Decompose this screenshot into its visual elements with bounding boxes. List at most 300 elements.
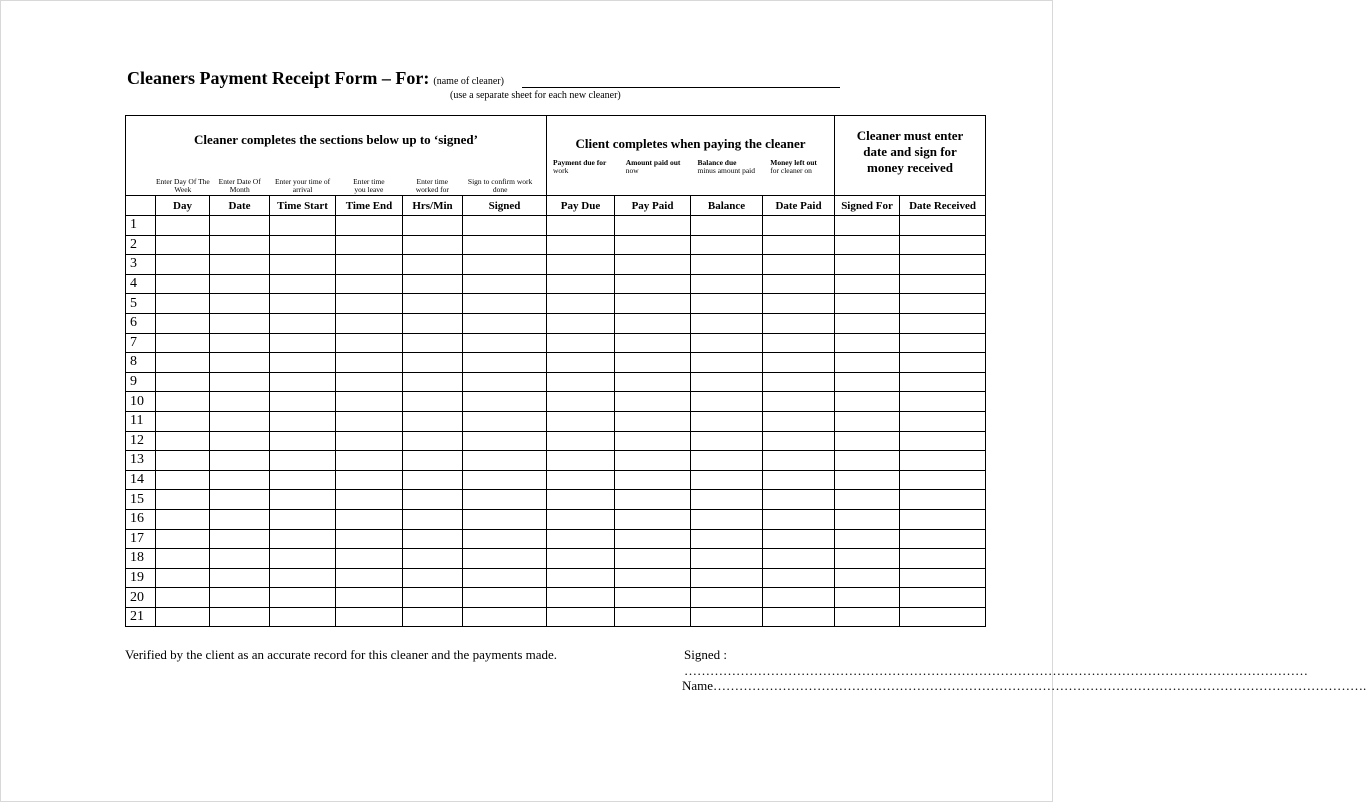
pay-paid-cell[interactable] [615,255,691,275]
date-paid-cell[interactable] [763,235,835,255]
date-cell[interactable] [210,529,270,549]
time-end-cell[interactable] [336,451,403,471]
day-cell[interactable] [156,255,210,275]
table-row [126,490,986,510]
row-number: 10 [126,392,156,412]
time-start-cell[interactable] [270,216,336,236]
pay-due-cell[interactable] [547,529,615,549]
signed-cell[interactable] [463,529,547,549]
balance-cell[interactable] [691,588,763,608]
day-cell[interactable] [156,470,210,490]
date-cell[interactable] [210,607,270,627]
col-date-received: Date Received [900,196,986,216]
time-start-cell[interactable] [270,509,336,529]
cleaner-hints [126,178,546,194]
hrs-min-cell[interactable] [403,313,463,333]
row-number: 17 [126,529,156,549]
date-paid-cell[interactable] [763,294,835,314]
day-cell[interactable] [156,509,210,529]
time-start-cell[interactable] [270,392,336,412]
date-paid-cell[interactable] [763,353,835,373]
hrs-min-cell[interactable] [403,451,463,471]
day-cell[interactable] [156,216,210,236]
row-number: 6 [126,313,156,333]
signed-for-cell[interactable] [835,451,900,471]
date-received-cell[interactable] [900,529,986,549]
signed-for-cell[interactable] [835,568,900,588]
date-cell[interactable] [210,431,270,451]
date-received-cell[interactable] [900,372,986,392]
date-paid-cell[interactable] [763,411,835,431]
time-end-hint: Enter time you leave [353,177,385,194]
day-cell[interactable] [156,568,210,588]
date-paid-cell[interactable] [763,529,835,549]
signed-for-cell[interactable] [835,216,900,236]
signed-for-cell[interactable] [835,529,900,549]
day-cell[interactable] [156,588,210,608]
signed-cell[interactable] [463,353,547,373]
signed-for-cell[interactable] [835,490,900,510]
hrs-min-cell[interactable] [403,431,463,451]
date-received-cell[interactable] [900,235,986,255]
pay-due-cell[interactable] [547,372,615,392]
signed-cell[interactable] [463,372,547,392]
signed-for-cell[interactable] [835,274,900,294]
table-row [126,568,986,588]
balance-cell[interactable] [691,607,763,627]
signed-for-cell[interactable] [835,411,900,431]
balance-cell[interactable] [691,431,763,451]
time-start-hint: Enter your time of arrival [274,177,331,194]
signed-cell[interactable] [463,274,547,294]
pay-due-cell[interactable] [547,451,615,471]
balance-cell[interactable] [691,313,763,333]
time-end-cell[interactable] [336,607,403,627]
hrs-min-cell[interactable] [403,372,463,392]
pay-paid-cell[interactable] [615,216,691,236]
date-received-cell[interactable] [900,333,986,353]
date-received-cell[interactable] [900,509,986,529]
client-section-title: Client completes when paying the cleaner [575,136,806,151]
day-cell[interactable] [156,333,210,353]
time-start-cell[interactable] [270,294,336,314]
signed-cell[interactable] [463,509,547,529]
date-paid-cell[interactable] [763,607,835,627]
date-received-cell[interactable] [900,392,986,412]
signed-cell[interactable] [463,588,547,608]
pay-due-cell[interactable] [547,490,615,510]
hrs-min-cell[interactable] [403,568,463,588]
time-end-cell[interactable] [336,490,403,510]
pay-paid-cell[interactable] [615,490,691,510]
table-row [126,470,986,490]
hrs-min-cell[interactable] [403,588,463,608]
pay-due-cell[interactable] [547,549,615,569]
pay-due-cell[interactable] [547,431,615,451]
date-paid-cell[interactable] [763,490,835,510]
pay-due-cell[interactable] [547,588,615,608]
date-received-cell[interactable] [900,549,986,569]
date-received-cell[interactable] [900,490,986,510]
signed-for-cell[interactable] [835,333,900,353]
table-row [126,255,986,275]
pay-paid-cell[interactable] [615,607,691,627]
time-end-cell[interactable] [336,255,403,275]
pay-paid-cell[interactable] [615,411,691,431]
pay-due-cell[interactable] [547,274,615,294]
date-paid-cell[interactable] [763,588,835,608]
signed-cell[interactable] [463,216,547,236]
day-cell[interactable] [156,235,210,255]
day-cell[interactable] [156,294,210,314]
pay-paid-cell[interactable] [615,372,691,392]
date-cell[interactable] [210,588,270,608]
day-cell[interactable] [156,549,210,569]
col-pay-paid: Pay Paid [615,196,691,216]
date-cell[interactable] [210,294,270,314]
date-received-cell[interactable] [900,216,986,236]
row-number: 14 [126,470,156,490]
date-cell[interactable] [210,255,270,275]
time-start-cell[interactable] [270,549,336,569]
balance-cell[interactable] [691,568,763,588]
pay-paid-cell[interactable] [615,568,691,588]
time-start-cell[interactable] [270,490,336,510]
table-row [126,509,986,529]
time-end-cell[interactable] [336,294,403,314]
time-end-cell[interactable] [336,549,403,569]
date-cell[interactable] [210,549,270,569]
pay-paid-cell[interactable] [615,549,691,569]
col-balance: Balance [691,196,763,216]
signed-for-cell[interactable] [835,235,900,255]
time-end-cell[interactable] [336,274,403,294]
time-start-cell[interactable] [270,235,336,255]
time-start-cell[interactable] [270,588,336,608]
time-start-cell[interactable] [270,607,336,627]
signed-for-cell[interactable] [835,313,900,333]
day-hint: Enter Day Of The Week [155,177,210,194]
time-end-cell[interactable] [336,568,403,588]
signed-cell[interactable] [463,392,547,412]
col-signed-for: Signed For [835,196,900,216]
balance-cell[interactable] [691,274,763,294]
signature-line[interactable]: Signed : ……………………………………………………………………………………………………………………………… [684,647,1308,678]
hrs-min-cell[interactable] [403,216,463,236]
signed-for-cell[interactable] [835,353,900,373]
date-received-cell[interactable] [900,353,986,373]
balance-cell[interactable] [691,294,763,314]
balance-cell[interactable] [691,333,763,353]
client-hints [547,159,834,175]
hrs-min-cell[interactable] [403,470,463,490]
signed-for-cell[interactable] [835,255,900,275]
separate-sheet-hint: (use a separate sheet for each new cleaner) [450,90,621,101]
date-cell[interactable] [210,411,270,431]
hrs-min-cell[interactable] [403,235,463,255]
cleaner-section-title: Cleaner completes the sections below up to ‘signed’ [194,132,478,147]
day-cell[interactable] [156,490,210,510]
date-paid-cell[interactable] [763,568,835,588]
signed-for-cell[interactable] [835,549,900,569]
pay-paid-cell[interactable] [615,313,691,333]
signed-cell[interactable] [463,568,547,588]
date-received-cell[interactable] [900,588,986,608]
date-paid-cell[interactable] [763,451,835,471]
balance-cell[interactable] [691,255,763,275]
date-received-cell[interactable] [900,294,986,314]
signed-cell[interactable] [463,313,547,333]
signed-cell[interactable] [463,490,547,510]
signed-cell[interactable] [463,294,547,314]
date-received-cell[interactable] [900,568,986,588]
date-cell[interactable] [210,372,270,392]
hrs-min-cell[interactable] [403,607,463,627]
row-number: 9 [126,372,156,392]
pay-due-cell[interactable] [547,509,615,529]
signed-cell[interactable] [463,607,547,627]
signed-cell[interactable] [463,235,547,255]
table-row [126,333,986,353]
signed-for-cell[interactable] [835,509,900,529]
table-row [126,216,986,236]
time-start-cell[interactable] [270,529,336,549]
date-cell[interactable] [210,470,270,490]
hrs-min-cell[interactable] [403,274,463,294]
date-paid-cell[interactable] [763,549,835,569]
pay-paid-cell[interactable] [615,431,691,451]
pay-paid-cell[interactable] [615,274,691,294]
hrs-min-cell[interactable] [403,529,463,549]
time-start-cell[interactable] [270,568,336,588]
pay-due-cell[interactable] [547,607,615,627]
row-number: 11 [126,411,156,431]
balance-cell[interactable] [691,509,763,529]
col-day: Day [156,196,210,216]
time-end-cell[interactable] [336,588,403,608]
balance-cell[interactable] [691,529,763,549]
pay-due-cell[interactable] [547,392,615,412]
day-cell[interactable] [156,607,210,627]
row-number: 13 [126,451,156,471]
date-cell[interactable] [210,509,270,529]
signed-for-cell[interactable] [835,431,900,451]
pay-paid-cell[interactable] [615,588,691,608]
date-cell[interactable] [210,490,270,510]
day-cell[interactable] [156,274,210,294]
pay-due-cell[interactable] [547,568,615,588]
date-cell[interactable] [210,568,270,588]
date-cell[interactable] [210,353,270,373]
pay-due-cell[interactable] [547,313,615,333]
pay-due-cell[interactable] [547,353,615,373]
table-row [126,353,986,373]
date-received-cell[interactable] [900,274,986,294]
balance-cell[interactable] [691,216,763,236]
table-row [126,588,986,608]
pay-paid-hint: Amount paid out now [625,158,681,175]
date-received-cell[interactable] [900,607,986,627]
day-cell[interactable] [156,392,210,412]
date-cell[interactable] [210,333,270,353]
hrs-min-cell[interactable] [403,549,463,569]
pay-paid-cell[interactable] [615,333,691,353]
hrs-min-cell[interactable] [403,333,463,353]
signed-cell[interactable] [463,451,547,471]
date-cell[interactable] [210,274,270,294]
time-end-cell[interactable] [336,216,403,236]
cleaner-receipt-title: Cleaner must enter date and sign for money received [856,128,964,175]
time-end-cell[interactable] [336,470,403,490]
col-date-paid: Date Paid [763,196,835,216]
time-start-cell[interactable] [270,255,336,275]
time-start-cell[interactable] [270,451,336,471]
date-received-cell[interactable] [900,431,986,451]
date-paid-cell[interactable] [763,392,835,412]
payment-receipt-table [125,115,986,627]
pay-paid-cell[interactable] [615,529,691,549]
signed-cell[interactable] [463,333,547,353]
time-end-cell[interactable] [336,509,403,529]
table-row [126,392,986,412]
hrs-min-cell[interactable] [403,411,463,431]
pay-due-cell[interactable] [547,333,615,353]
balance-cell[interactable] [691,470,763,490]
col-hrs-min: Hrs/Min [403,196,463,216]
table-row [126,431,986,451]
hrs-min-cell[interactable] [403,392,463,412]
pay-paid-cell[interactable] [615,451,691,471]
hrs-min-cell[interactable] [403,255,463,275]
form-title: Cleaners Payment Receipt Form – For: [127,68,430,88]
signed-cell[interactable] [463,255,547,275]
balance-cell[interactable] [691,235,763,255]
time-start-cell[interactable] [270,411,336,431]
pay-due-cell[interactable] [547,255,615,275]
pay-due-cell[interactable] [547,235,615,255]
row-number-header [126,196,156,216]
signed-for-cell[interactable] [835,588,900,608]
day-cell[interactable] [156,411,210,431]
balance-cell[interactable] [691,451,763,471]
pay-due-cell[interactable] [547,216,615,236]
signed-cell[interactable] [463,411,547,431]
signed-for-cell[interactable] [835,470,900,490]
signed-for-cell[interactable] [835,607,900,627]
day-cell[interactable] [156,353,210,373]
time-start-cell[interactable] [270,313,336,333]
date-paid-cell[interactable] [763,431,835,451]
balance-cell[interactable] [691,411,763,431]
hrs-min-cell[interactable] [403,490,463,510]
date-cell[interactable] [210,235,270,255]
day-cell[interactable] [156,451,210,471]
time-start-cell[interactable] [270,431,336,451]
time-end-cell[interactable] [336,529,403,549]
date-cell[interactable] [210,216,270,236]
time-start-cell[interactable] [270,333,336,353]
time-start-cell[interactable] [270,353,336,373]
pay-paid-cell[interactable] [615,353,691,373]
row-number: 3 [126,255,156,275]
date-paid-cell[interactable] [763,372,835,392]
signed-for-cell[interactable] [835,294,900,314]
time-start-cell[interactable] [270,470,336,490]
time-end-cell[interactable] [336,431,403,451]
signed-for-cell[interactable] [835,372,900,392]
time-end-cell[interactable] [336,313,403,333]
section-header-row [126,116,986,196]
col-time-end: Time End [336,196,403,216]
balance-cell[interactable] [691,490,763,510]
date-paid-cell[interactable] [763,274,835,294]
time-end-cell[interactable] [336,333,403,353]
name-line[interactable]: Name……………………………………………………………………………………………………………………………………. [682,678,1366,693]
date-cell[interactable] [210,392,270,412]
pay-paid-cell[interactable] [615,509,691,529]
time-end-cell[interactable] [336,235,403,255]
date-received-cell[interactable] [900,255,986,275]
date-paid-cell[interactable] [763,333,835,353]
date-paid-cell[interactable] [763,470,835,490]
signed-cell[interactable] [463,470,547,490]
table-row [126,294,986,314]
signed-cell[interactable] [463,431,547,451]
time-end-cell[interactable] [336,353,403,373]
time-start-cell[interactable] [270,372,336,392]
balance-cell[interactable] [691,353,763,373]
hrs-min-cell[interactable] [403,353,463,373]
pay-paid-cell[interactable] [615,470,691,490]
day-cell[interactable] [156,313,210,333]
time-end-cell[interactable] [336,372,403,392]
hrs-min-cell[interactable] [403,509,463,529]
balance-cell[interactable] [691,549,763,569]
hrs-min-cell[interactable] [403,294,463,314]
time-start-cell[interactable] [270,274,336,294]
date-paid-cell[interactable] [763,216,835,236]
pay-due-cell[interactable] [547,411,615,431]
pay-paid-cell[interactable] [615,392,691,412]
row-number: 12 [126,431,156,451]
date-cell[interactable] [210,313,270,333]
date-paid-cell[interactable] [763,509,835,529]
day-cell[interactable] [156,529,210,549]
date-received-cell[interactable] [900,411,986,431]
pay-due-cell[interactable] [547,294,615,314]
name-of-cleaner-hint: (name of cleaner) [433,76,504,87]
cleaner-name-line[interactable] [522,87,840,88]
balance-cell[interactable] [691,392,763,412]
time-end-cell[interactable] [336,411,403,431]
date-received-cell[interactable] [900,451,986,471]
row-number: 8 [126,353,156,373]
date-received-cell[interactable] [900,313,986,333]
day-cell[interactable] [156,431,210,451]
time-end-cell[interactable] [336,392,403,412]
pay-paid-cell[interactable] [615,235,691,255]
signed-cell[interactable] [463,549,547,569]
date-cell[interactable] [210,451,270,471]
date-received-cell[interactable] [900,470,986,490]
signed-for-cell[interactable] [835,392,900,412]
date-paid-cell[interactable] [763,313,835,333]
pay-due-cell[interactable] [547,470,615,490]
balance-cell[interactable] [691,372,763,392]
pay-paid-cell[interactable] [615,294,691,314]
date-paid-cell[interactable] [763,255,835,275]
day-cell[interactable] [156,372,210,392]
